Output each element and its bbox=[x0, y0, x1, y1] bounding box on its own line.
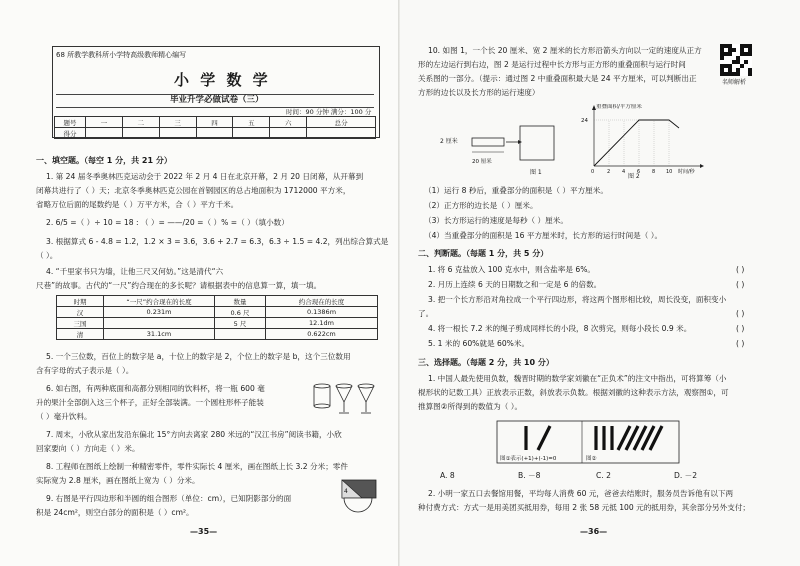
fig2-xtick: 10 bbox=[666, 169, 673, 175]
table-cell bbox=[215, 329, 266, 340]
fig2-ytick: 24 bbox=[581, 118, 588, 124]
choice-2-line-b: 种付费方式：方式一是用美团买抵用券，每用 2 张 58 元抵 100 元的抵用券，其余部分另外支付； bbox=[418, 503, 751, 512]
q6-line-b: 升的果汁全部倒入这三个杯子，正好全部装满。一个圆柱形杯子能装 bbox=[36, 398, 264, 407]
fig1-caption: 图 1 bbox=[530, 169, 542, 176]
fig2-xtick: 6 bbox=[637, 169, 641, 175]
q6-line-c: （ ）毫升饮料。 bbox=[36, 412, 92, 421]
option-c[interactable]: C. 2 bbox=[596, 471, 611, 480]
q5-line-b: 含有字母的式子表示是（ ）。 bbox=[36, 366, 134, 375]
table-row bbox=[57, 318, 378, 329]
fig-rods-caption-1: 图①表示(+1)+(-1)=0 bbox=[500, 456, 557, 462]
table-cell: 31.1cm bbox=[104, 329, 215, 340]
section-2-heading: 二、判断题。（每题 1 分，共 5 分） bbox=[418, 249, 549, 258]
q10-sub-2: （2）正方形的边长是（ ）厘米。 bbox=[424, 201, 538, 210]
score-cell bbox=[122, 128, 159, 139]
fig2-xtick: 0 bbox=[591, 169, 595, 175]
judge-5-answer[interactable]: ( ) bbox=[736, 339, 745, 348]
table-cell: 三国 bbox=[57, 318, 104, 329]
q10-line-d: 方形的边长以及长方形的运行速度） bbox=[418, 88, 540, 97]
choice-1-line-c: 推算图②所得到的数值为（ ）。 bbox=[418, 402, 523, 411]
table-cell: 0.6 尺 bbox=[215, 307, 266, 318]
q9-line-b: 积是 24cm²，则空白部分的面积是（ ）cm²。 bbox=[36, 508, 194, 517]
exam-subtitle: 毕业升学必做试卷（三） bbox=[170, 95, 264, 105]
judge-4-answer[interactable]: ( ) bbox=[736, 324, 745, 333]
q1-line-b: 闭幕共进行了（ ）天；北京冬季奥林匹克公园在首钢园区的总占地面积为 1712000 平方米， bbox=[36, 186, 351, 195]
score-cell: 二 bbox=[122, 117, 159, 128]
table-cell: 5 尺 bbox=[215, 318, 266, 329]
table-cell: 清 bbox=[57, 329, 104, 340]
fig2-ylabel: 重叠面积/平方厘米 bbox=[596, 104, 642, 110]
q10-sub-3: （3）长方形运行的速度是每秒（ ）厘米。 bbox=[424, 216, 568, 225]
q1-line-c: 省略万位后面的尾数约是（ ）万平方米，合（ ）平方千米。 bbox=[36, 200, 239, 209]
fig-rods-caption-2: 图② bbox=[586, 456, 597, 462]
fig2-xtick: 4 bbox=[622, 169, 626, 175]
score-cell: 总分 bbox=[307, 117, 376, 128]
figure-1-rect-square bbox=[470, 118, 580, 180]
q10-line-c: 关系图的一部分。（提示：通过图 2 中重叠面积最大是 24 平方厘米，可以判断出正 bbox=[418, 74, 697, 83]
q10-sub-4: （4）当重叠部分的面积是 16 平方厘米时，长方形的运行时间是（ ）。 bbox=[424, 231, 663, 240]
option-b[interactable]: B. －8 bbox=[518, 471, 541, 480]
fig2-xtick: 2 bbox=[607, 169, 611, 175]
table-header: 时期 bbox=[57, 296, 104, 307]
choice-1-line-a: 1. 中国人最先使用负数，魏晋时期的数学家刘徽在“正负术”的注文中指出，可将算筹（小 bbox=[428, 374, 727, 383]
judge-5: 5. 1 米的 60%就是 60%米。 bbox=[428, 339, 530, 348]
q8-line-b: 实际宽为 2.8 厘米，画在图纸上宽为（ ）分米。 bbox=[36, 476, 200, 485]
table-cell: 12.1dm bbox=[266, 318, 378, 329]
q3-line-b: （ ）。 bbox=[36, 251, 58, 260]
score-cell: 三 bbox=[159, 117, 196, 128]
q2-line: 2. 6/5 =（ ）÷ 10 = 18 : （ ）= ——/20 =（ ）% =（ ）（填小数） bbox=[46, 218, 289, 227]
header-note: 68 所教学教科所小学特高级教师精心编写 bbox=[56, 51, 187, 59]
fig1-length-label: 20 厘米 bbox=[472, 159, 492, 165]
section-1-heading: 一、填空题。（每空 1 分，共 21 分） bbox=[36, 156, 172, 165]
fig2-caption: 图 2 bbox=[628, 173, 640, 180]
score-table bbox=[54, 116, 376, 139]
qr-code-icon[interactable] bbox=[720, 44, 752, 76]
q7-line-b: 回家要向（ ）方向走（ ）米。 bbox=[36, 444, 140, 453]
q4-line-a: 4. “千里家书只为墙，让他三尺又何妨。”这是清代“六 bbox=[46, 267, 224, 276]
figure-2-overlap-graph bbox=[578, 104, 708, 180]
score-cell bbox=[233, 128, 270, 139]
table-cell: 0.231m bbox=[104, 307, 215, 318]
q1-line-a: 1. 第 24 届冬季奥林匹克运动会于 2022 年 2 月 4 日在北京开幕，2 月 20 日闭幕，从开幕到 bbox=[46, 172, 364, 181]
q10-sub-1: （1）运行 8 秒后，重叠部分的面积是（ ）平方厘米。 bbox=[424, 186, 608, 195]
judge-3-line-a: 3. 把一个长方形沿对角拉成一个平行四边形，将这两个图形相比较，周长没变，面积变小 bbox=[428, 295, 727, 304]
choice-2-line-a: 2. 小明一家五口去餐馆用餐，平均每人消费 60 元，爸爸去结账时，服务员告诉他有以下两 bbox=[428, 489, 734, 498]
judge-1: 1. 将 6 克盐放入 100 克水中，则含盐率是 6%。 bbox=[428, 265, 596, 274]
parallelogram-semicircle-figure bbox=[338, 478, 380, 518]
right-page bbox=[400, 0, 800, 566]
judge-3-line-b: 了。 bbox=[418, 309, 434, 318]
q10-line-a: 10. 如图 1，一个长 20 厘米、宽 2 厘米的长方形沿箭头方向以一定的速度从正方 bbox=[428, 46, 702, 55]
q10-line-b: 形的左边运行到右边，图 2 是运行过程中长方形与正方形的重叠面积与运行时间 bbox=[418, 60, 686, 69]
table-cell: 0.622cm bbox=[266, 329, 378, 340]
score-cell bbox=[86, 128, 123, 139]
table-row bbox=[57, 307, 378, 318]
exam-title: 小 学 数 学 bbox=[174, 71, 271, 89]
q6-line-a: 6. 如右图，有两种底面和高都分别相同的饮料杯，将一瓶 600 毫 bbox=[46, 384, 265, 393]
q3-line-a: 3. 根据算式 6 - 4.8 = 1.2，1.2 × 3 = 3.6，3.6 + 2.7 = 6.3，6.3 ÷ 1.5 = 4.2，列出综合算式是 bbox=[46, 237, 389, 246]
table-header: 约合现在的长度 bbox=[266, 296, 378, 307]
choice-1-line-b: 棍形状的记数工具）正放表示正数，斜放表示负数。根据刘徽的这种表示方法，观察图①，可 bbox=[418, 388, 729, 397]
table-header: 数量 bbox=[215, 296, 266, 307]
counting-rods-figure bbox=[496, 420, 680, 464]
table-row bbox=[57, 329, 378, 340]
table-cell: 0.1386m bbox=[266, 307, 378, 318]
section-3-heading: 三、选择题。（每题 2 分，共 10 分） bbox=[418, 358, 554, 367]
dynasty-table bbox=[56, 295, 378, 340]
table-cell bbox=[104, 318, 215, 329]
judge-4: 4. 将一根长 7.2 米的绳子剪成同样长的小段，8 次剪完，则每小段长 0.9 米。 bbox=[428, 324, 692, 333]
q9-line-a: 9. 右图是平行四边形和半圆的组合图形（单位：cm），已知阴影部分的面 bbox=[46, 494, 292, 503]
q7-line-a: 7. 周末，小欣从家出发沿东偏北 15°方向去离家 280 米远的“汉江书房”阅读书籍，小欣 bbox=[46, 430, 342, 439]
option-d[interactable]: D. －2 bbox=[674, 471, 698, 480]
score-cell: 一 bbox=[86, 117, 123, 128]
fig2-xlabel: 时间/秒 bbox=[678, 169, 695, 175]
score-cell: 得分 bbox=[55, 128, 86, 139]
score-cell bbox=[307, 128, 376, 139]
qr-caption: 名师解析 bbox=[722, 79, 747, 86]
q8-line-a: 8. 工程师在图纸上绘制一种精密零件，零件实际长 4 厘米，画在图纸上长 3.2 分米；零件 bbox=[46, 462, 348, 471]
fig2-xtick: 8 bbox=[652, 169, 656, 175]
score-cell bbox=[159, 128, 196, 139]
time-info: 时间：90 分钟 满分：100 分 bbox=[286, 108, 372, 116]
judge-2-answer[interactable]: ( ) bbox=[736, 280, 745, 289]
page-number-left: —35— bbox=[190, 527, 218, 536]
q4-line-b: 尺巷”的故事。古代的“一尺”约合现在的多长呢？请根据表中的信息算一算，填一填。 bbox=[36, 281, 322, 290]
judge-2: 2. 月历上连续 6 天的日期数之和一定是 6 的倍数。 bbox=[428, 280, 602, 289]
score-cell bbox=[196, 128, 233, 139]
score-cell: 四 bbox=[196, 117, 233, 128]
page-number-right: —36— bbox=[580, 527, 608, 536]
score-cell: 六 bbox=[270, 117, 307, 128]
table-cell: 汉 bbox=[57, 307, 104, 318]
score-cell: 题号 bbox=[55, 117, 86, 128]
option-a[interactable]: A. 8 bbox=[440, 471, 455, 480]
table-header: “一尺”约合现在的长度 bbox=[104, 296, 215, 307]
cups-figure bbox=[312, 382, 376, 416]
q5-line-a: 5. 一个三位数，百位上的数字是 a，十位上的数字是 2，个位上的数字是 b，这个三位数用 bbox=[46, 352, 351, 361]
score-cell: 五 bbox=[233, 117, 270, 128]
judge-1-answer[interactable]: ( ) bbox=[736, 265, 745, 274]
score-cell bbox=[270, 128, 307, 139]
fig1-width-label: 2 厘米 bbox=[440, 138, 458, 145]
judge-3-answer[interactable]: ( ) bbox=[736, 309, 745, 318]
figure-label: 4 bbox=[344, 488, 348, 495]
